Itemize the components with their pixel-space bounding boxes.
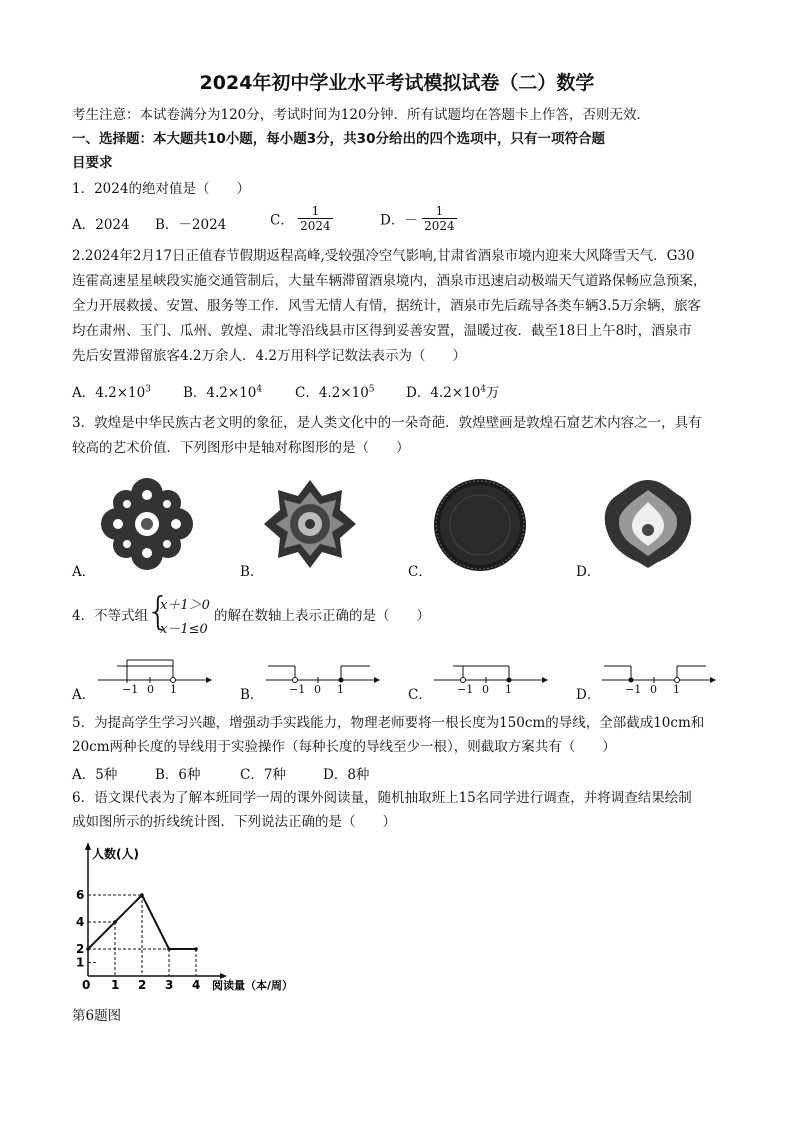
q4-label-d: D． xyxy=(576,687,601,703)
q2-line: 均在肃州、玉门、瓜州、敦煌、肃北等沿线县市区得到妥善安置，温暖过夜．截至18日上午8时，酒泉市 xyxy=(72,323,692,339)
y-tick-label: 2 xyxy=(76,942,85,956)
dunhuang-pattern-c-image xyxy=(432,478,528,572)
q1-option-c-label: C． xyxy=(270,212,294,229)
fraction-numerator: 1 xyxy=(298,204,333,219)
chart-labels xyxy=(76,846,293,992)
q1-option-c xyxy=(270,204,333,233)
q2-option-a xyxy=(72,381,151,401)
section-heading-cont: 目要求 xyxy=(72,155,113,171)
exponent: 4 xyxy=(480,384,487,395)
q1-option-d-fraction xyxy=(422,204,457,233)
system-brace: { xyxy=(146,589,171,633)
q4-prefix: 4．不等式组 xyxy=(72,608,149,624)
q5-option-a: A．5种 xyxy=(72,767,118,783)
y-tick-label: 4 xyxy=(76,915,85,929)
q5-line: 5．为提高学生学习兴趣，增强动手实践能力，物理老师要将一根长度为150cm的导线，全部截成10cm和 xyxy=(72,715,705,731)
option-text: D．4.2×10 xyxy=(406,385,481,401)
q4-label-b: B． xyxy=(240,687,264,703)
tick-label: −1 xyxy=(625,683,642,696)
y-axis-label: 人数(人) xyxy=(92,847,139,861)
q1-option-b: B．－2024 xyxy=(155,217,227,233)
q3-label-c: C． xyxy=(408,564,432,580)
q5-option-d: D．8种 xyxy=(323,767,370,783)
fraction-numerator: 1 xyxy=(422,204,457,219)
data-point xyxy=(86,947,90,951)
q1-option-a: A．2024 xyxy=(72,217,130,233)
y-tick-label: 1 xyxy=(76,955,85,970)
section-heading: 一、选择题：本大题共10小题，每小题3分，共30分给出的四个选项中，只有一项符合题 xyxy=(72,131,605,147)
y-axis-arrow xyxy=(85,842,91,850)
exponent: 4 xyxy=(256,384,263,395)
dunhuang-pattern-d-image xyxy=(600,476,696,570)
q3-line: 3．敦煌是中华民族古老文明的象征，是人类文化中的一朵奇葩．敦煌壁画是敦煌石窟艺术内容之一，具有 xyxy=(72,415,702,431)
q5-option-c: C．7种 xyxy=(240,767,286,783)
dunhuang-pattern-b-image xyxy=(262,478,358,570)
exponent: 5 xyxy=(368,384,375,395)
tick-label: 1 xyxy=(337,683,344,696)
q4-inequality-1: x＋1＞0 xyxy=(160,598,210,613)
fraction-denominator: 2024 xyxy=(300,219,331,233)
q6-line: 成如图所示的折线统计图．下列说法正确的是（ ） xyxy=(72,814,396,830)
chart-guides xyxy=(88,895,196,976)
x-tick-label: 4 xyxy=(192,978,201,992)
tick-label: 1 xyxy=(673,683,680,696)
data-point xyxy=(140,893,144,897)
q3-label-d: D． xyxy=(576,564,601,580)
x-tick-label: 0 xyxy=(82,978,91,992)
q4-inequality-2: x－1≤0 xyxy=(160,622,208,637)
q3-line: 较高的艺术价值．下列图形中是轴对称图形的是（ ） xyxy=(72,440,410,456)
q1-option-c-fraction xyxy=(298,204,333,233)
exponent: 3 xyxy=(145,384,151,395)
q4-label-c: C． xyxy=(408,687,432,703)
option-text: A．4.2×10 xyxy=(72,385,146,401)
number-line-b xyxy=(262,655,380,700)
x-tick-label: 3 xyxy=(165,978,174,992)
tick-label: 0 xyxy=(314,683,321,696)
x-tick-label: 1 xyxy=(111,978,120,992)
q3-label-b: B． xyxy=(240,564,264,580)
data-point xyxy=(167,947,171,951)
q1-option-d-label: D．－ xyxy=(380,212,418,229)
number-line-c xyxy=(430,655,548,700)
tick-label: 0 xyxy=(482,683,489,696)
q1-option-d xyxy=(380,204,457,233)
q2-line: 全力开展救援、安置、服务等工作．风雪无情人有情，据统计，酒泉市先后疏导各类车辆3.5万余辆，旅客 xyxy=(72,298,701,314)
fraction-denominator: 2024 xyxy=(424,219,455,233)
exam-notice: 考生注意：本试卷满分为120分，考试时间为120分钟．所有试题均在答题卡上作答，否则无效． xyxy=(72,107,651,123)
tick-label: −1 xyxy=(122,683,139,696)
q5-option-b: B．6种 xyxy=(155,767,201,783)
option-suffix: 万 xyxy=(486,385,500,401)
tick-label: 1 xyxy=(170,683,177,696)
data-point xyxy=(113,920,117,924)
tick-label: −1 xyxy=(289,683,306,696)
q2-option-c xyxy=(295,381,375,401)
dunhuang-pattern-a-image xyxy=(98,478,196,570)
q2-line: 先后安置滞留旅客4.2万余人．4.2万用科学记数法表示为（ ） xyxy=(72,348,466,364)
q2-option-d xyxy=(406,381,500,401)
number-line-d xyxy=(598,655,716,700)
figure-caption: 第6题图 xyxy=(72,1008,122,1024)
q6-line: 6．语文课代表为了解本班同学一周的课外阅读量，随机抽取班上15名同学进行调查，并将调查结果绘制 xyxy=(72,790,692,806)
x-tick-label: 2 xyxy=(138,978,147,992)
q4-label-a: A． xyxy=(72,687,96,703)
reading-line-chart xyxy=(74,838,324,998)
tick-label: −1 xyxy=(457,683,474,696)
tick-label: 0 xyxy=(147,683,154,696)
q2-line: 2.2024年2月17日正值春节假期返程高峰,受较强冷空气影响,甘肃省酒泉市境内迎来大风降雪天气．G30 xyxy=(72,248,695,264)
tick-label: 1 xyxy=(505,683,512,696)
q2-option-b xyxy=(183,381,262,401)
y-tick-label: 6 xyxy=(76,888,85,902)
option-text: B．4.2×10 xyxy=(183,385,257,401)
q4-suffix: 的解在数轴上表示正确的是（ ） xyxy=(214,608,430,624)
data-point xyxy=(194,947,198,951)
page-title: 2024年初中学业水平考试模拟试卷（二）数学 xyxy=(199,72,595,94)
option-text: C．4.2×10 xyxy=(295,385,369,401)
q1-stem: 1．2024的绝对值是（ ） xyxy=(72,181,250,197)
q5-line: 20cm两种长度的导线用于实验操作（每种长度的导线至少一根），则截取方案共有（ ） xyxy=(72,739,616,755)
q3-label-a: A． xyxy=(72,564,96,580)
chart-axes xyxy=(85,842,227,979)
tick-label: 0 xyxy=(650,683,657,696)
q2-line: 连霍高速星星峡段实施交通管制后，大量车辆滞留酒泉境内，酒泉市迅速启动极端天气道路保畅应急预案， xyxy=(72,273,707,289)
x-axis-label: 阅读量（本/周） xyxy=(212,979,294,992)
